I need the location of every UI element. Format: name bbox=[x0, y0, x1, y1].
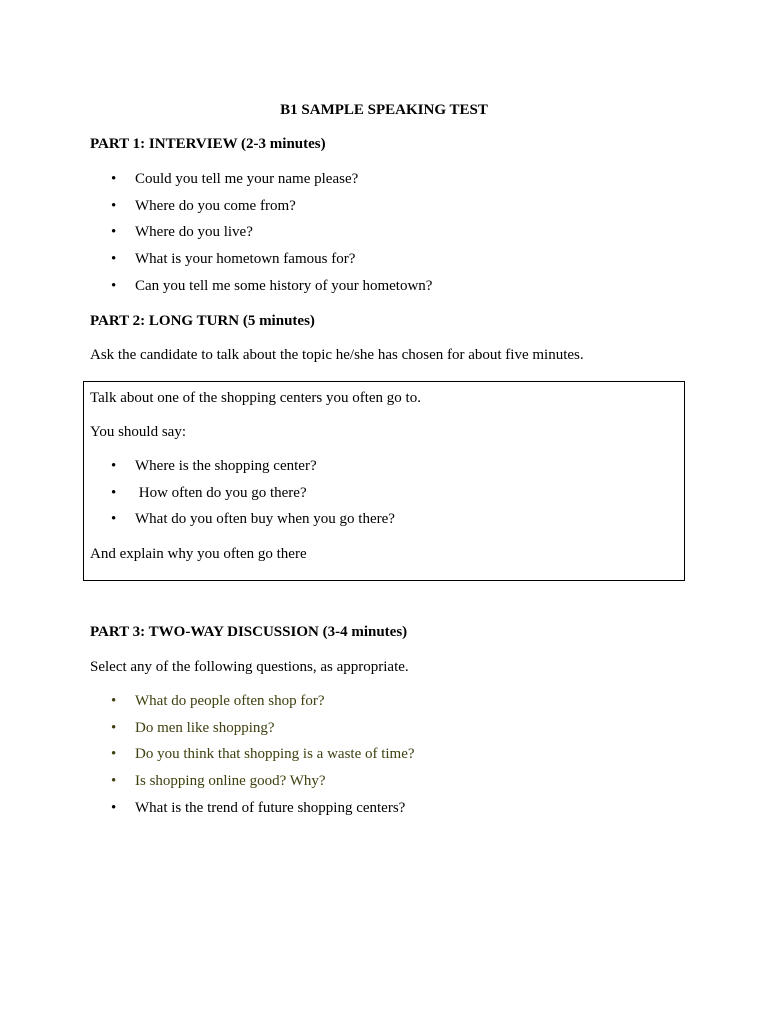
question-text: Do you think that shopping is a waste of time? bbox=[135, 746, 415, 763]
list-item bbox=[0, 169, 432, 196]
point-text: What do you often buy when you go there? bbox=[135, 511, 395, 528]
list-item bbox=[0, 691, 415, 718]
list-item bbox=[0, 456, 395, 483]
part1-heading: PART 1: INTERVIEW (2-3 minutes) bbox=[90, 136, 326, 152]
list-item bbox=[0, 483, 395, 510]
list-item bbox=[0, 744, 415, 771]
part2-instruction: Ask the candidate to talk about the topic he/she has chosen for about five minutes. bbox=[90, 347, 584, 363]
part3-question-list bbox=[0, 691, 415, 824]
question-text: What is the trend of future shopping centers? bbox=[135, 799, 406, 816]
bullet-icon: • bbox=[111, 799, 117, 816]
list-item bbox=[0, 276, 432, 303]
page-title: B1 SAMPLE SPEAKING TEST bbox=[280, 102, 488, 118]
bullet-icon: • bbox=[111, 773, 117, 790]
part3-instruction: Select any of the following questions, as appropriate. bbox=[90, 659, 409, 675]
part3-heading: PART 3: TWO-WAY DISCUSSION (3-4 minutes) bbox=[90, 624, 408, 640]
point-text: How often do you go there? bbox=[135, 484, 307, 501]
list-item bbox=[0, 798, 415, 825]
list-item bbox=[0, 196, 432, 223]
part1-question-list bbox=[0, 169, 432, 302]
bullet-icon: • bbox=[111, 277, 117, 294]
point-text: Where is the shopping center? bbox=[135, 458, 317, 474]
question-text: Could you tell me your name please? bbox=[135, 171, 359, 187]
question-text: Where do you come from? bbox=[135, 197, 296, 214]
topic-prompt: Talk about one of the shopping centers you often go to. bbox=[90, 390, 421, 406]
question-text: Do men like shopping? bbox=[135, 719, 275, 736]
bullet-icon: • bbox=[111, 197, 117, 214]
list-item bbox=[0, 509, 395, 536]
part2-heading: PART 2: LONG TURN (5 minutes) bbox=[90, 313, 315, 329]
question-text: Is shopping online good? Why? bbox=[135, 773, 326, 790]
list-item bbox=[0, 771, 415, 798]
bullet-icon: • bbox=[111, 171, 117, 187]
question-text: What do people often shop for? bbox=[135, 693, 325, 709]
list-item bbox=[0, 249, 432, 276]
bullet-icon: • bbox=[111, 693, 117, 709]
question-text: Where do you live? bbox=[135, 224, 253, 241]
bullet-icon: • bbox=[111, 458, 117, 474]
topic-closing: And explain why you often go there bbox=[90, 546, 307, 562]
bullet-icon: • bbox=[111, 746, 117, 763]
bullet-icon: • bbox=[111, 484, 117, 501]
bullet-icon: • bbox=[111, 719, 117, 736]
bullet-icon: • bbox=[111, 251, 117, 268]
list-item bbox=[0, 718, 415, 745]
bullet-icon: • bbox=[111, 224, 117, 241]
topic-points-list bbox=[0, 456, 395, 536]
bullet-icon: • bbox=[111, 511, 117, 528]
list-item bbox=[0, 222, 432, 249]
question-text: What is your hometown famous for? bbox=[135, 251, 356, 268]
question-text: Can you tell me some history of your hometown? bbox=[135, 277, 433, 294]
you-should-say-label: You should say: bbox=[90, 424, 186, 440]
